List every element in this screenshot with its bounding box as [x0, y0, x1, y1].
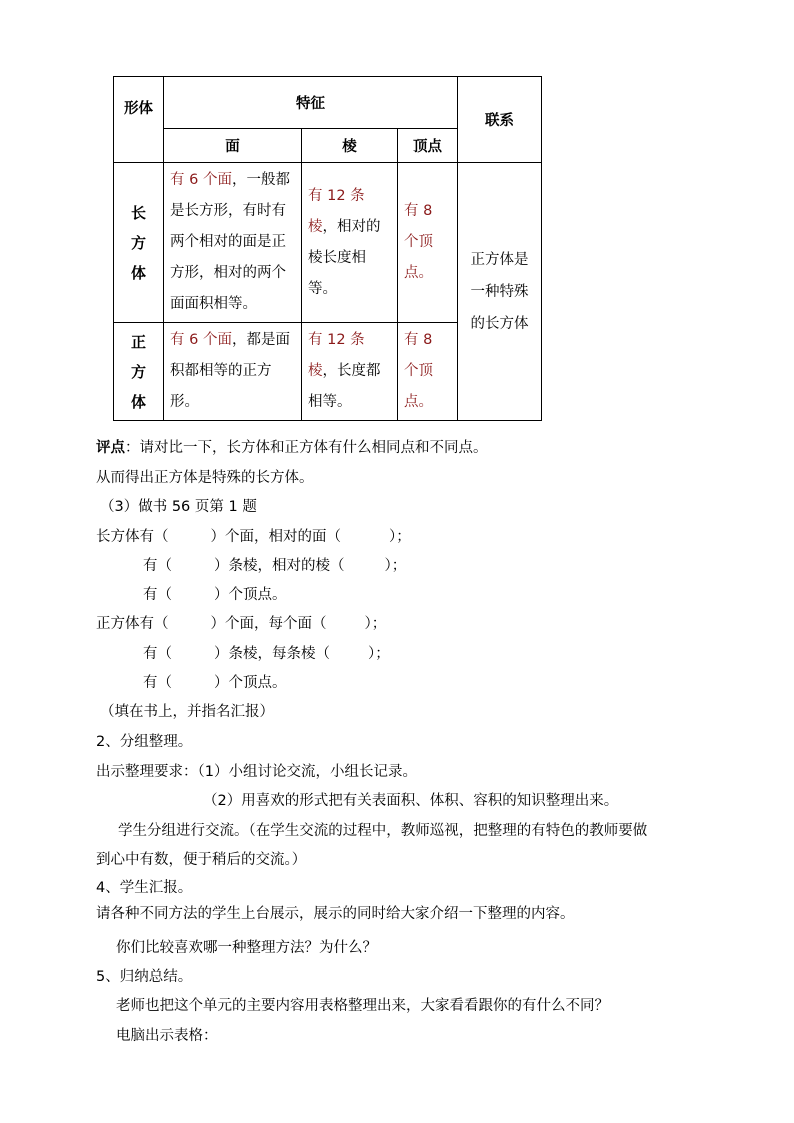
header-feature: 特征	[164, 77, 458, 129]
header-vertex: 顶点	[398, 129, 458, 163]
conclusion-line: 从而得出正方体是特殊的长方体。	[96, 470, 314, 486]
exercise-line: （3）做书 56 页第 1 题	[100, 499, 257, 515]
group-discussion-1: 学生分组进行交流。（在学生交流的过程中，教师巡视，把整理的有特色的教师要做	[118, 823, 648, 839]
cuboid-fill-2: 有（ ）条棱，相对的棱（ ）；	[143, 558, 407, 574]
cube-fill-3: 有（ ）个顶点。	[143, 675, 287, 691]
requirement-2: （2）用喜欢的形式把有关表面积、体积、容积的知识整理出来。	[203, 793, 619, 809]
teacher-line: 老师也把这个单元的主要内容用表格整理出来，大家看看跟你的有什么不同？	[116, 998, 609, 1014]
cube-face: 有 6 个面，都是面积都相等的正方形。	[164, 323, 302, 421]
relation-cell: 正方体是一种特殊的长方体	[458, 163, 542, 421]
cuboid-fill-1: 长方体有（ ）个面，相对的面（ ）；	[96, 529, 411, 545]
row-head-cuboid: 长 方 体	[114, 163, 164, 323]
requirement-1: 出示整理要求：（1）小组讨论交流，小组长记录。	[96, 764, 417, 780]
comparison-table	[113, 76, 542, 421]
step-2: 2、分组整理。	[96, 734, 193, 750]
cube-fill-1: 正方体有（ ）个面，每个面（ ）；	[96, 616, 387, 632]
cuboid-face: 有 6 个面，一般都是长方形，有时有两个相对的面是正方形，相对的两个面面积相等。	[164, 163, 302, 323]
cuboid-fill-3: 有（ ）个顶点。	[143, 587, 287, 603]
header-face: 面	[164, 129, 302, 163]
cube-fill-2: 有（ ）条棱，每条棱（ ）；	[143, 646, 390, 662]
header-relation: 联系	[458, 77, 542, 163]
cuboid-vertex: 有 8 个顶点。	[398, 163, 458, 323]
fill-note: （填在书上，并指名汇报）	[100, 704, 274, 720]
question-line: 你们比较喜欢哪一种整理方法？为什么？	[116, 940, 377, 956]
comment-line: 评点：请对比一下，长方体和正方体有什么相同点和不同点。	[96, 440, 488, 456]
report-line: 请各种不同方法的学生上台展示，展示的同时给大家介绍一下整理的内容。	[96, 906, 575, 922]
header-edge: 棱	[302, 129, 398, 163]
cuboid-edge: 有 12 条棱，相对的棱长度相等。	[302, 163, 398, 323]
step-4: 4、学生汇报。	[96, 880, 193, 896]
cube-vertex: 有 8 个顶点。	[398, 323, 458, 421]
row-head-cube: 正 方 体	[114, 323, 164, 421]
header-shape: 形体	[114, 77, 164, 163]
group-discussion-2: 到心中有数，便于稍后的交流。）	[96, 852, 307, 868]
computer-line: 电脑出示表格：	[116, 1028, 218, 1044]
step-5: 5、归纳总结。	[96, 969, 193, 985]
cube-edge: 有 12 条棱，长度都相等。	[302, 323, 398, 421]
